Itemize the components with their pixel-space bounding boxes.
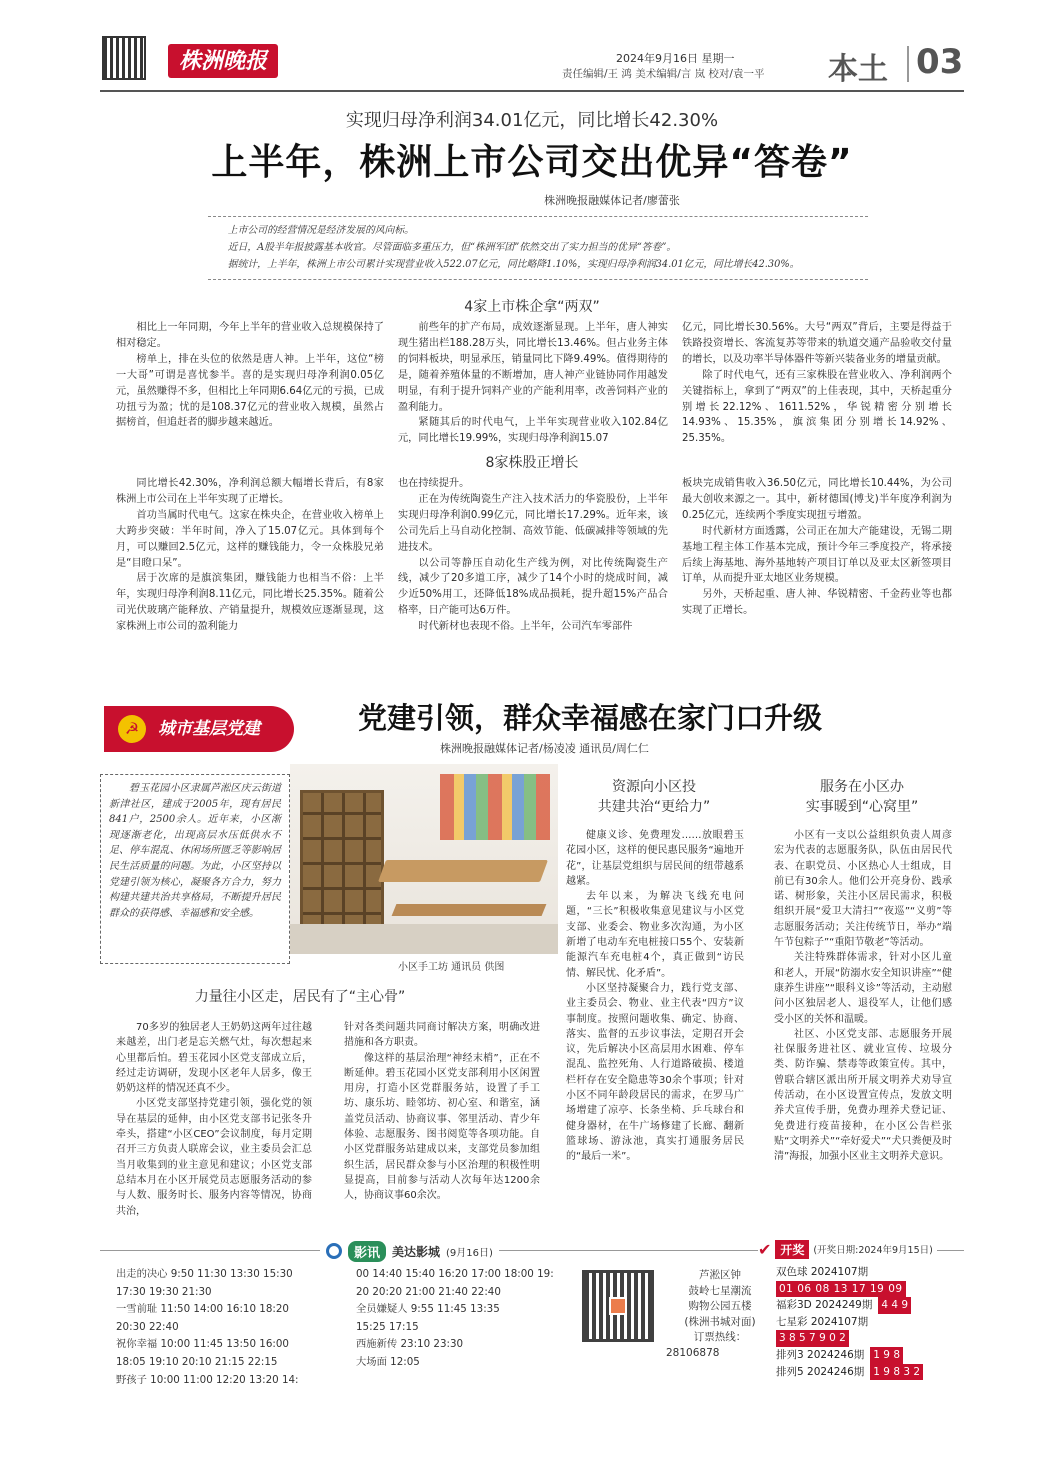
paragraph: 小区坚持凝聚合力，践行党支部、业主委员会、物业、业主代表“四方”议事制度。按照问题收集、确定、协商、落实、监督的五步议事法，定期召开会议，先后解决小区高层用水困难、停车混乱、监控死角、人行道路破损、楼道栏杆存在安全隐患等30余个事项；针对小区不同年龄段居民的需求，在罗马广场增建了凉亭、长条坐椅、乒乓球台和健身器材，在牛广场修建了长廊、翻新篮球场、游泳池，真实打通服务居民的“最后一米”。 bbox=[566, 982, 744, 1163]
lead-line-3: 据统计，上半年，株洲上市公司累计实现营业收入522.07亿元，同比略降1.10%，实现归母净利润34.01亿元，同比增长42.30%。 bbox=[227, 259, 800, 270]
article2-intro-box bbox=[100, 774, 290, 964]
lottery-result: 3 8 5 7 9 0 2 bbox=[776, 1330, 849, 1347]
paragraph: 紧随其后的时代电气，上半年实现营业收入102.84亿元，同比增长19.99%，实现归母净利润15.07 bbox=[398, 417, 668, 445]
paragraph: 70多岁的独居老人王奶奶这两年过往越来越差，出门老是忘关燃气灶，每次想起来心里都后怕。碧玉花园小区党支部成立后，经过走访调研，发现小区老年人居多，像王奶奶这样的情况还真不少。 bbox=[116, 1022, 312, 1095]
paragraph: 板块完成销售收入36.50亿元，同比增长10.44%，为公司最大创收来源之一。其中，新材德国(博戈)半年度净利润为0.25亿元，连续两个季度实现扭亏增盈。 bbox=[682, 478, 952, 521]
article2-headline: 党建引领，群众幸福感在家门口升级 bbox=[357, 701, 822, 735]
lottery-name: 排列3 2024246期 bbox=[776, 1348, 865, 1361]
party-building-tag bbox=[104, 706, 294, 752]
schedule-row: 18:05 19:10 20:10 21:15 22:15 bbox=[116, 1355, 278, 1368]
photo-table bbox=[378, 860, 548, 882]
article2-subhead-2a: 资源向小区投 bbox=[612, 779, 696, 795]
paragraph: 以公司等静压自动化生产线为例，对比传统陶瓷生产线，减少了20多道工序，减少了14个小时的烧成时间，减少近50%用工，还降低18%成品损耗，提升超15%产品合格率，日产能可达6万件。 bbox=[398, 557, 668, 617]
paragraph: 也在持续提升。 bbox=[398, 478, 470, 489]
schedule-row: 全员嫌疑人 9:55 11:45 13:35 bbox=[356, 1303, 500, 1316]
paragraph: 健康义诊、免费理发……放眼碧玉花园小区，这样的便民惠民服务“遍地开花”，让基层党组织与居民间的纽带越系越紧。 bbox=[566, 830, 744, 887]
schedule-row: 00 14:40 15:40 16:20 17:00 18:00 19: bbox=[356, 1268, 554, 1280]
lottery-date: (开奖日期:2024年9月15日) bbox=[813, 1245, 933, 1256]
article2-col-d bbox=[774, 828, 952, 1240]
address-line: 购物公园五楼 bbox=[688, 1300, 752, 1312]
schedule-row: 野孩子 10:00 11:00 12:20 13:20 14: bbox=[116, 1373, 299, 1386]
lottery-header bbox=[758, 1238, 937, 1260]
cinema-header bbox=[320, 1240, 499, 1262]
article2-subhead-1: 力量往小区走，居民有了“主心骨” bbox=[194, 989, 406, 1005]
paragraph: 小区党支部坚持党建引领，强化党的领导在基层的延伸，由小区党支部书记张冬升牵头，搭建“小区CEO”会议制度，每月定期召开三方负责人联席会议，业主委员会汇总当月收集到的业主意见和建议；小区党支部总结本月在小区开展党员志愿服务活动的参与人数、服务时长、服务内容等情况，协商共治， bbox=[116, 1098, 312, 1217]
schedule-row: 西施新传 23:10 23:30 bbox=[356, 1338, 464, 1351]
article2-subhead-2b: 共建共治“更给力” bbox=[597, 799, 711, 815]
check-icon: ✔ bbox=[758, 1239, 772, 1259]
article1-col-6 bbox=[682, 476, 952, 636]
cinema-qr-code[interactable] bbox=[582, 1270, 654, 1342]
article1-kicker: 实现归母净利润34.01亿元，同比增长42.30% bbox=[345, 110, 719, 131]
paragraph: 居于次席的是旗滨集团，赚钱能力也相当不俗：上半年，实现归母净利润8.11亿元，同比增长25.35%。随着公司光伏玻璃产能释放、产销量提升，规模效应逐渐显现，这家株洲上市公司的盈利能力 bbox=[116, 573, 384, 633]
paragraph: 关注特殊群体需求，针对小区儿童和老人，开展“防溺水安全知识讲座”“健康养生讲座”“眼科义诊”等活动，主动慰问小区独居老人、退役军人，让他们感受小区的关怀和温暖。 bbox=[774, 952, 952, 1025]
newspaper-logo: 株洲晚报 bbox=[168, 44, 278, 78]
article1-lead-box bbox=[208, 216, 868, 280]
article2-subhead-3b: 实事暖到“心窝里” bbox=[805, 799, 919, 815]
cinema-badge: 影讯 bbox=[348, 1241, 386, 1262]
article1-headline: 上半年，株洲上市公司交出优异“答卷” bbox=[211, 142, 853, 183]
schedule-row: 20 20:20 21:00 21:40 22:40 bbox=[356, 1285, 501, 1298]
paragraph: 另外，天桥起重、唐人神、华锐精密、千金药业等也都实现了正增长。 bbox=[682, 589, 952, 617]
schedule-row: 20:30 22:40 bbox=[116, 1320, 179, 1333]
cinema-address bbox=[660, 1268, 780, 1361]
paragraph: 小区有一支以公益组织负责人周彦宏为代表的志愿服务队，队伍由居民代表、在职党员、小区热心人士组成，目前已有30余人。他们公开亮身份、践承诺、树形象，关注小区居民需求，积极组织开展“爱卫大清扫”“夜巡”“义剪”等志愿服务活动；关注传统节日，举办“端午节包粽子”“重阳节敬老”等活动。 bbox=[774, 830, 952, 949]
article1-subhead-2: 8家株股正增长 bbox=[485, 455, 579, 471]
address-line: 芦淞区钟 bbox=[699, 1269, 741, 1281]
paragraph: 同比增长42.30%，净利润总额大幅增长背后，有8家株洲上市公司在上半年实现了正增长。 bbox=[116, 478, 384, 505]
article2-subhead-3a: 服务在小区办 bbox=[820, 779, 904, 795]
page-number: 03 bbox=[916, 42, 964, 82]
paragraph: 时代新材方面透露，公司正在加大产能建设，无锡二期基地工程主体工作基本完成，预计今年三季度投产，将承接后续上海基地、海外基地转产项目订单以及亚太区新签项目订单，从而提升亚太地区业务规模。 bbox=[682, 525, 952, 585]
article1-col-3 bbox=[682, 320, 952, 464]
paragraph: 正在为传统陶瓷生产注入技术活力的华瓷股份，上半年实现归母净利润0.99亿元，同比增长17.29%。近年来，该公司先后上马自动化控制、高效节能、低碳减排等领域的先进技术。 bbox=[398, 493, 668, 553]
community-workshop-photo bbox=[290, 764, 558, 954]
intro-text: 碧玉花园小区隶属芦淞区庆云街道新津社区，建成于2005年，现有居民841户，2500余人。近年来，小区渐现逐渐老化，出现高层水压低供水不足、停车混乱、休闲场所匮乏等影响居民生活质量的问题。为此，小区坚持以党建引领为核心，凝聚各方合力，努力构建共建共治共享格局，不断提升居民群众的获得感、幸福感和安全感。 bbox=[109, 783, 281, 919]
paragraph: 时代新材也表现不俗。上半年，公司汽车零部件 bbox=[418, 621, 633, 633]
ticket-hotline: 28106878 bbox=[666, 1346, 720, 1359]
schedule-row: 一雪前耻 11:50 14:00 16:10 18:20 bbox=[116, 1303, 289, 1316]
article2-byline: 株洲晚报融媒体记者/杨凌凌 通讯员/周仁仁 bbox=[440, 742, 649, 755]
schedule-row: 17:30 19:30 21:30 bbox=[116, 1285, 212, 1298]
photo-wall-art bbox=[440, 774, 550, 840]
paragraph: 首功当属时代电气。这家在株央企，在营业收入榜单上大跨步突破：半年时间，净入了15.07亿元。具体到每个月，可以赚回2.5亿元，这样的赚钱能力，令一众株股兄弟是“目瞪口呆”。 bbox=[116, 509, 384, 569]
lottery-title: 开奖 bbox=[775, 1240, 809, 1259]
party-emblem-icon: ☭ bbox=[118, 715, 146, 743]
cinema-schedule-mid bbox=[356, 1266, 570, 1372]
lottery-name: 福彩3D 2024249期 bbox=[776, 1299, 873, 1312]
photo-floor bbox=[290, 924, 558, 954]
section-name: 本土 bbox=[828, 52, 888, 87]
schedule-row: 祝你幸福 10:00 11:45 13:50 16:00 bbox=[116, 1338, 289, 1351]
schedule-row: 15:25 17:15 bbox=[356, 1320, 419, 1333]
article2-col-b bbox=[344, 1020, 540, 1236]
lottery-result: 1 9 8 3 2 bbox=[870, 1364, 923, 1381]
lead-line-2: 近日，A股半年报披露基本收官。尽管面临多重压力，但“株洲军团”依然交出了实力担当的优异“答卷”。 bbox=[227, 242, 677, 253]
paragraph: 去年以来，为解决飞线充电问题，“三长”积极收集意见建议与小区党支部、业委会、物业多次沟通，为小区新增了电动车充电桩接口55个、安装新能源汽车充电桩4个，真正做到“访民情、解民忧、化矛盾”。 bbox=[566, 891, 744, 979]
article1-byline: 株洲晚报融媒体记者/廖蕾张 bbox=[544, 194, 680, 207]
article2-col-a bbox=[116, 1020, 312, 1236]
lottery-result: 1 9 8 bbox=[870, 1347, 903, 1364]
lead-line-1: 上市公司的经营情况是经济发展的风向标。 bbox=[227, 225, 414, 236]
schedule-row: 出走的决心 9:50 11:30 13:30 15:30 bbox=[116, 1268, 293, 1280]
cinema-name: 美达影城 bbox=[392, 1244, 441, 1259]
masthead-rule bbox=[100, 90, 964, 92]
paragraph: 社区、小区党支部、志愿服务开展社保服务进社区、就业宣传、垃圾分类、防诈骗、禁毒等政策宣传。其中，曾联合辖区派出所开展文明养犬劝导宣传活动，在小区设置宣传点，发放文明养犬宣传手册，免费办理养犬登记证、免费进行疫苗接种，在小区公告栏张贴“文明养犬”“牵好爱犬”“犬只粪便及时清”海报，加强小区业主文明养犬意识。 bbox=[774, 1028, 952, 1163]
lottery-name: 排列5 2024246期 bbox=[776, 1365, 865, 1378]
issue-date: 2024年9月16日 星期一 bbox=[616, 52, 735, 65]
article1-col-4 bbox=[116, 476, 384, 636]
article1-col-1 bbox=[116, 320, 384, 464]
lottery-name: 双色球 2024107期 bbox=[776, 1266, 869, 1278]
paragraph: 除了时代电气，还有三家株股在营业收入、净利润两个关键指标上，拿到了“两双”的上佳表现，其中，天桥起重分别增长22.12%、1611.52%，华锐精密分别增长14.93%、15.35%，旗滨集团分别增长14.92%、25.35%。 bbox=[682, 369, 952, 445]
paragraph: 前些年的扩产布局，成效逐渐显现。上半年，唐人神实现生猪出栏188.28万头，同比增长13.46%。但占业务主体的饲料板块，明显承压，销量同比下降9.49%。值得期待的是，随着养殖体量的不断增加，唐人神产业链协同作用越发明显，有利于提升饲料产业的产能利用率，改善饲料产业的盈利能力。 bbox=[398, 322, 668, 413]
paragraph: 榜单上，排在头位的依然是唐人神。上半年，这位“榜一大哥”可谓是喜忧参半。喜的是实现归母净利润0.05亿元，虽然赚得不多，但相比上年同期6.64亿元的亏损，已成功扭亏为盈；忧的是108.37亿元的营业收入规模，虽然占据榜首，但追赶者的脚步越来越近。 bbox=[116, 353, 384, 429]
photo-bench bbox=[392, 904, 547, 916]
party-building-tag-label: 城市基层党建 bbox=[158, 719, 260, 739]
article2-col-c bbox=[566, 828, 744, 1224]
lottery-name: 七星彩 2024107期 bbox=[776, 1315, 869, 1328]
photo-bookshelf bbox=[300, 790, 384, 940]
paragraph: 针对各类问题共同商讨解决方案，明确改进措施和各方职责。 bbox=[344, 1022, 540, 1049]
address-line: 订票热线： bbox=[693, 1331, 747, 1343]
article1-subhead-1: 4家上市株企拿“两双” bbox=[464, 299, 600, 315]
paragraph: 相比上一年同期，今年上半年的营业收入总规模保持了相对稳定。 bbox=[116, 322, 384, 349]
cinema-date: (9月16日) bbox=[446, 1247, 493, 1259]
film-reel-icon bbox=[326, 1243, 342, 1259]
article1-col-5 bbox=[398, 476, 668, 636]
address-line: (株洲书城对面) bbox=[684, 1315, 756, 1328]
cinema-schedule-left bbox=[116, 1266, 348, 1389]
schedule-row: 大场面 12:05 bbox=[356, 1355, 420, 1368]
article1-col-2 bbox=[398, 320, 668, 448]
photo-caption: 小区手工坊 通讯员 供图 bbox=[398, 962, 505, 973]
address-line: 鼓岭七星潮流 bbox=[688, 1284, 752, 1297]
paragraph: 像这样的基层治理“神经末梢”，正在不断延伸。碧玉花园小区党支部利用小区闲置用房，打造小区党群服务站，设置了手工坊、康乐坊、睦邻坊、初心室、和谐室，涵盖党员活动、协商议事、邻里活动、青少年体验、志愿服务、图书阅览等各项功能。自小区党群服务站建成以来，支部党员参加组织生活，居民群众参与小区治理的积极性明显提高，目前参与活动人次每年达1200余人，协商议事60余次。 bbox=[344, 1052, 540, 1202]
masthead-qr-code[interactable] bbox=[102, 36, 146, 80]
lottery-result: 4 4 9 bbox=[878, 1297, 911, 1314]
lottery-results bbox=[776, 1264, 956, 1380]
paragraph: 亿元，同比增长30.56%。大号“两双”背后，主要是得益于铁路投资增长、客流复苏等带来的轨道交通产品验收交付量的增长，以及功率半导体器件等新兴装备业务的增量贡献。 bbox=[682, 322, 952, 365]
section-divider bbox=[907, 46, 909, 82]
editors-line: 责任编辑/王 鸿 美术编辑/言 岚 校对/袁一平 bbox=[562, 68, 765, 80]
lottery-result: 01 06 08 13 17 19 09 bbox=[776, 1281, 906, 1298]
